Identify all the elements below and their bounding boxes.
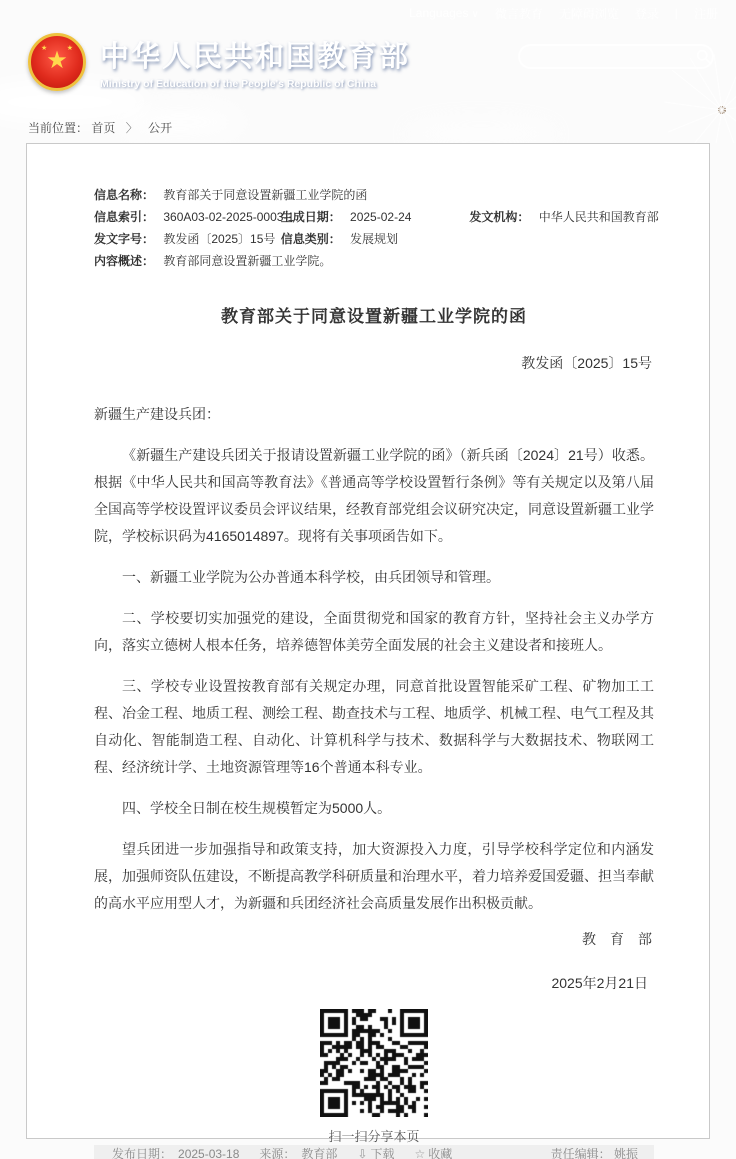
salutation: 新疆生产建设兵团： (94, 406, 220, 422)
divider: | (674, 6, 678, 20)
national-emblem-logo (28, 33, 86, 91)
languages-label: Languages (409, 6, 469, 20)
body-paragraph: 一、新疆工业学院为公办普通本科学校，由兵团领导和管理。 (122, 569, 500, 585)
body-paragraph: 三、学校专业设置按教育部有关规定办理，同意首批设置智能采矿工程、矿物加工工程、冶金工程、地质工程、测绘工程、勘查技术与工程、地质学、机械工程、电气工程及其自动化、智能制造工程、自动化、计算机科学与技术、数据科学与大数据技术、物联网工程、经济统计学、土地资源管理等16个普通本科专业。 (94, 678, 654, 775)
breadcrumb-home[interactable]: 首页 (91, 121, 116, 135)
link-login[interactable]: 登录 (634, 6, 659, 21)
meta-category-label: 信息类别： (280, 232, 341, 246)
body-paragraph: 四、学校全日制在校生规模暂定为5000人。 (122, 800, 392, 816)
emblem-star-icon: ★ (46, 47, 68, 75)
meta-agency-label: 发文机构： (469, 210, 530, 224)
site-subtitle: Ministry of Education of the People's Republic of China (100, 78, 377, 90)
search-input[interactable] (520, 50, 695, 64)
download-label: 下载 (370, 1147, 395, 1159)
document-panel (26, 143, 710, 1159)
publish-date-value: 2025-03-18 (178, 1146, 240, 1159)
body-paragraph: 望兵团进一步加强指导和政策支持，加大资源投入力度，引导学校科学定位和内涵发展，加强师资队伍建设，不断提高教学科研质量和治理水平，着力培养爱国爱疆、担当奉献的高水平应用型人才，为新疆和兵团经济社会高质量发展作出积极贡献。 (94, 841, 654, 911)
search-button[interactable] (695, 46, 712, 67)
editor-label: 责任编辑： (550, 1147, 611, 1159)
meta-docno-label: 发文字号： (94, 232, 155, 246)
meta-index-value: 360A03-02-2025-0003-1 (163, 210, 295, 224)
star-icon: ☆ (414, 1146, 426, 1159)
site-header (0, 0, 736, 143)
qr-caption: 扫一扫分享本页 (328, 1129, 420, 1144)
emblem-mini-star-icon: ★ (66, 45, 73, 52)
link-accessibility[interactable]: 无障碍浏览 (558, 6, 619, 21)
link-register[interactable]: 注册 (693, 6, 718, 21)
meta-name-value: 教育部关于同意设置新疆工业学院的函 (163, 188, 368, 202)
search-box (518, 44, 714, 69)
body-paragraph: 《新疆生产建设兵团关于报请设置新疆工业学院的函》（新兵函〔2024〕21号）收悉。根据《中华人民共和国高等教育法》《普通高等学校设置暂行条例》等有关规定以及第八届全国高等学校设置评议委员会评议结果，经教育部党组会议研究决定，同意设置新疆工业学院，学校标识码为4165014897。现将有关事项函告如下。 (94, 447, 654, 544)
emblem-mini-star-icon: ★ (41, 45, 48, 52)
meta-index-label: 信息索引： (94, 210, 155, 224)
meta-agency-value: 中华人民共和国教育部 (538, 210, 659, 224)
editor-value: 姚振 (613, 1147, 638, 1159)
download-icon: ⇩ (357, 1146, 368, 1159)
chevron-down-icon: ∨ (471, 9, 479, 20)
breadcrumb-gongkai[interactable]: 公开 (148, 121, 173, 135)
site-brand[interactable] (28, 33, 410, 91)
qr-code (320, 1009, 428, 1117)
qr-share-block (94, 1009, 654, 1145)
breadcrumb-separator: 〉 (125, 121, 138, 135)
publish-date-label: 发布日期： (112, 1147, 173, 1159)
meta-summary-label: 内容概述： (94, 254, 155, 268)
signature: 教 育 部 (582, 931, 652, 947)
meta-date-label: 生成日期： (280, 210, 341, 224)
breadcrumb (28, 119, 172, 136)
breadcrumb-label: 当前位置： (28, 121, 89, 135)
meta-summary-value: 教育部同意设置新疆工业学院。 (163, 254, 332, 268)
meta-date-value: 2025-02-24 (350, 210, 412, 224)
meta-category-value: 发展规划 (350, 232, 399, 246)
signature-date: 2025年2月21日 (551, 975, 648, 991)
languages-menu[interactable] (409, 6, 479, 20)
download-button[interactable] (357, 1145, 394, 1159)
top-utility-bar (0, 0, 736, 26)
document-number: 教发函〔2025〕15号 (521, 355, 652, 371)
search-icon (696, 49, 711, 64)
link-weiyan-jiaoyu[interactable]: 微言教育 (494, 6, 543, 21)
source-label: 来源： (259, 1147, 296, 1159)
meta-name-label: 信息名称： (94, 188, 155, 202)
favorite-label: 收藏 (428, 1147, 453, 1159)
cloud-decoration (406, 119, 556, 143)
favorite-button[interactable] (415, 1145, 453, 1159)
article-footer-bar (94, 1145, 654, 1159)
document-meta (94, 184, 659, 272)
document-title: 教育部关于同意设置新疆工业学院的函 (221, 307, 527, 326)
site-title: 中华人民共和国教育部 (100, 41, 411, 73)
body-paragraph: 二、学校要切实加强党的建设，全面贯彻党和国家的教育方针，坚持社会主义办学方向，落实立德树人根本任务，培养德智体美劳全面发展的社会主义建设者和接班人。 (94, 610, 654, 653)
source-value: 教育部 (301, 1147, 338, 1159)
meta-docno-value: 教发函〔2025〕15号 (163, 232, 276, 246)
